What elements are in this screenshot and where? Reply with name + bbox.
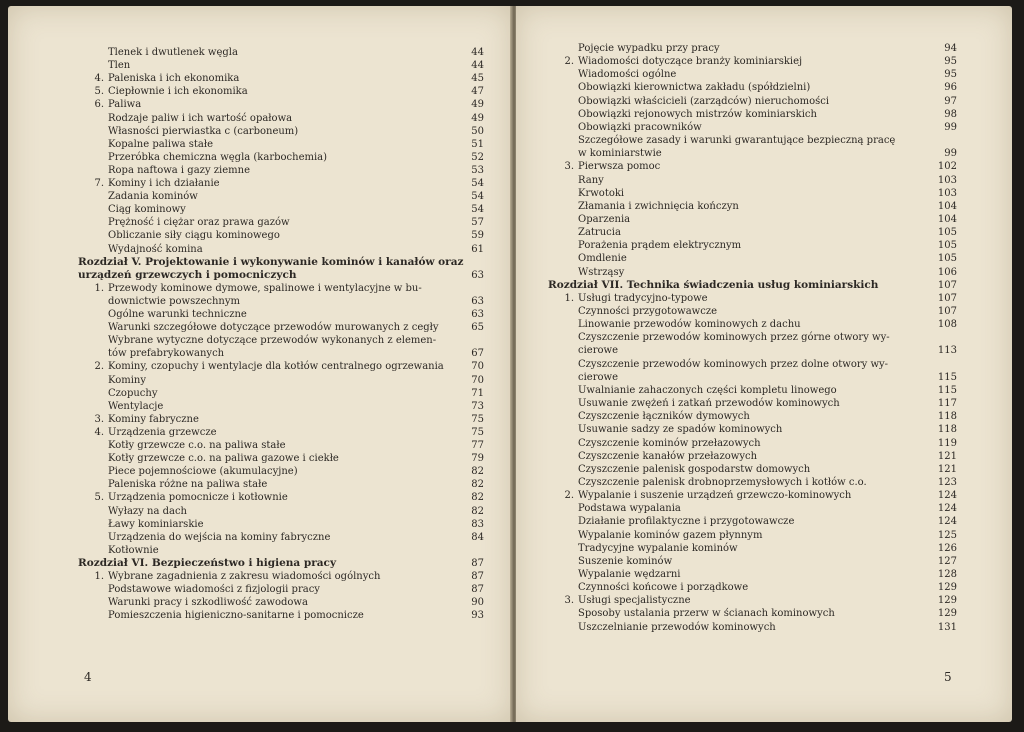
toc-entry-title: Kotły grzewcze c.o. na paliwa gazowe i ciekłe: [108, 453, 339, 465]
toc-page-number: 129: [937, 582, 957, 594]
toc-entry: [108, 308, 247, 321]
toc-entry-title: Ropa naftowa i gazy ziemne: [108, 164, 250, 176]
toc-page-number: 54: [471, 204, 484, 216]
toc-page-number: 93: [471, 610, 484, 622]
toc-page-number: 107: [937, 279, 957, 291]
toc-chapter-heading: [78, 557, 336, 570]
toc-entry-title: Zadania kominów: [108, 191, 198, 203]
toc-entry: [88, 72, 239, 85]
toc-entry: [108, 138, 213, 151]
toc-entry-number: 4.: [94, 426, 104, 438]
toc-entry-title: Wydajność komina: [108, 243, 203, 255]
toc-page-number: 97: [944, 95, 957, 107]
toc-entry-number: 3.: [564, 161, 574, 173]
toc-entry: [578, 174, 604, 187]
toc-entry: [578, 410, 750, 423]
toc-entry-number: 2.: [564, 490, 574, 502]
toc-page-number: 90: [471, 597, 484, 609]
toc-entry-title: Rozdział V. Projektowanie i wykonywanie kominów i kanałów oraz: [78, 255, 464, 268]
toc-page-number: 87: [471, 571, 484, 582]
toc-entry: [578, 42, 720, 55]
toc-page-number: 52: [471, 151, 484, 163]
toc-entry: [578, 621, 776, 634]
toc-entry-title: Czyszczenie palenisk drobnoprzemysłowych i kotłów c.o.: [578, 476, 867, 488]
toc-page-number: 121: [937, 463, 957, 475]
toc-page-number: 115: [937, 371, 957, 383]
toc-entry-title: Zatrucia: [578, 227, 621, 239]
toc-entry-title: tów prefabrykowanych: [108, 348, 225, 360]
toc-entry: [108, 125, 298, 138]
toc-entry-title: Usuwanie zwężeń i zatkań przewodów kominowych: [578, 398, 840, 410]
toc-entry: [578, 331, 890, 344]
toc-entry: [108, 347, 224, 360]
toc-entry-title: Krwotoki: [578, 187, 625, 199]
toc-entry-title: Czopuchy: [108, 387, 158, 399]
toc-entry: [108, 518, 204, 531]
toc-entry-title: Rany: [578, 174, 604, 186]
toc-entry: [578, 450, 757, 463]
toc-entry-title: Kominy i ich działanie: [108, 178, 220, 189]
toc-entry: [578, 397, 840, 410]
toc-entry-title: Paleniska i ich ekonomika: [108, 73, 240, 85]
toc-page-number: 113: [937, 345, 957, 357]
toc-page-number: 57: [471, 217, 484, 229]
left-toc: [8, 6, 512, 722]
toc-entry: [558, 55, 802, 68]
toc-entry: [108, 531, 330, 544]
toc-page-number: 104: [937, 200, 957, 212]
toc-chapter-heading: [548, 279, 878, 292]
toc-page-number: 105: [937, 240, 957, 252]
toc-page-number: 87: [471, 557, 484, 569]
toc-entry: [108, 439, 286, 452]
toc-entry: [88, 85, 248, 98]
toc-entry: [578, 81, 810, 94]
toc-entry-title: Kominy: [108, 374, 146, 386]
toc-entry-title: Porażenia prądem elektrycznym: [578, 240, 742, 252]
toc-page-number: 124: [937, 516, 957, 528]
toc-entry-title: Tlenek i dwutlenek węgla: [108, 47, 238, 58]
toc-entry-title: Ciepłownie i ich ekonomika: [108, 86, 248, 98]
toc-page-number: 50: [471, 125, 484, 137]
toc-entry-title: downictwie powszechnym: [108, 295, 241, 307]
toc-entry-title: Usuwanie sadzy ze spadów kominowych: [578, 424, 783, 436]
toc-entry: [88, 177, 220, 190]
toc-page-number: 94: [944, 43, 957, 54]
toc-entry-title: Ogólne warunki techniczne: [108, 309, 247, 320]
toc-page-number: 63: [471, 269, 484, 281]
toc-page-number: 104: [937, 213, 957, 225]
toc-page-number: 123: [937, 476, 957, 488]
toc-entry-number: 2.: [564, 56, 574, 68]
toc-entry-title: Wentylacje: [108, 400, 164, 412]
toc-page-number: 117: [937, 398, 957, 410]
right-toc: [516, 6, 1012, 722]
toc-entry-title: Przeróbka chemiczna węgla (karbochemia): [108, 151, 328, 163]
toc-entry-title: Kotły grzewcze c.o. na paliwa stałe: [108, 440, 286, 451]
toc-entry: [108, 46, 238, 59]
toc-entry-title: Czyszczenie przewodów kominowych przez górne otwory wy-: [578, 332, 890, 344]
toc-page-number: 124: [937, 490, 957, 502]
toc-entry: [578, 226, 621, 239]
toc-entry-title: Kominy, czopuchy i wentylacje dla kotłów centralnego ogrzewania: [108, 361, 444, 373]
toc-entry: [108, 609, 364, 622]
toc-entry: [108, 334, 436, 347]
toc-page-number: 54: [471, 178, 484, 189]
toc-entry-title: Sposoby ustalania przerw w ścianach kominowych: [578, 608, 835, 620]
toc-entry: [558, 594, 691, 607]
toc-entry-title: Paleniska różne na paliwa stałe: [108, 479, 268, 491]
toc-page-number: 45: [471, 73, 484, 85]
toc-entry-title: Wybrane zagadnienia z zakresu wiadomości ogólnych: [108, 571, 381, 582]
toc-entry: [578, 542, 738, 555]
toc-page-number: 127: [937, 555, 957, 567]
toc-entry: [558, 292, 708, 305]
toc-entry-title: Podstawa wypalania: [578, 503, 681, 515]
toc-entry: [108, 295, 240, 308]
toc-entry-title: Czyszczenie łączników dymowych: [578, 411, 750, 423]
toc-entry: [108, 400, 163, 413]
toc-entry: [578, 147, 662, 160]
toc-entry-title: Wybrane wytyczne dotyczące przewodów wykonanych z elemen-: [108, 335, 437, 347]
toc-entry: [108, 203, 186, 216]
toc-page-number: 106: [937, 266, 957, 278]
toc-page-number: 129: [937, 608, 957, 620]
toc-entry-title: Czynności końcowe i porządkowe: [578, 582, 749, 594]
toc-entry-title: Wypalanie kominów gazem płynnym: [578, 529, 763, 541]
toc-entry: [88, 360, 444, 373]
right-folio: 5: [944, 670, 952, 684]
toc-page-number: 44: [471, 47, 484, 58]
toc-page-number: 67: [471, 348, 484, 360]
toc-page-number: 65: [471, 322, 484, 334]
toc-page-number: 103: [937, 187, 957, 199]
toc-page-number: 124: [937, 503, 957, 515]
toc-page-number: 129: [937, 595, 957, 607]
toc-page-number: 115: [937, 384, 957, 396]
toc-page-number: 75: [471, 413, 484, 425]
toc-entry-title: Wyłazy na dach: [108, 505, 187, 517]
toc-entry: [108, 387, 157, 400]
toc-page-number: 131: [937, 621, 957, 633]
toc-entry-title: Tradycyjne wypalanie kominów: [578, 542, 738, 554]
toc-entry-title: Obowiązki kierownictwa zakładu (spółdzielni): [578, 82, 811, 94]
toc-entry: [108, 151, 327, 164]
toc-page-number: 107: [937, 306, 957, 317]
toc-page-number: 73: [471, 400, 484, 412]
toc-entry-title: Urządzenia grzewcze: [108, 426, 217, 438]
toc-entry-title: Obowiązki rejonowych mistrzów kominiarskich: [578, 108, 817, 120]
toc-entry: [108, 190, 198, 203]
toc-entry: [578, 239, 741, 252]
toc-entry: [88, 491, 288, 504]
toc-entry: [578, 318, 801, 331]
toc-page-number: 77: [471, 440, 484, 451]
toc-entry-title: Obowiązki właścicieli (zarządców) nieruchomości: [578, 95, 830, 107]
toc-page-number: 96: [944, 82, 957, 94]
toc-page-number: 98: [944, 108, 957, 120]
toc-entry: [578, 252, 627, 265]
toc-entry-title: Obowiązki pracowników: [578, 121, 702, 133]
left-folio: 4: [84, 670, 92, 684]
toc-entry: [578, 581, 748, 594]
toc-entry: [108, 59, 130, 72]
toc-entry: [578, 121, 702, 134]
toc-entry-title: cierowe: [578, 345, 618, 357]
toc-entry-title: cierowe: [578, 371, 618, 383]
toc-entry-title: Szczegółowe zasady i warunki gwarantujące bezpieczną pracę: [578, 135, 896, 147]
toc-page-number: 47: [471, 86, 484, 98]
toc-page-number: 70: [471, 361, 484, 373]
toc-entry-title: Wypalanie i suszenie urządzeń grzewczo-kominowych: [578, 490, 852, 502]
toc-entry-title: Suszenie kominów: [578, 555, 673, 567]
toc-entry-title: Kotłownie: [108, 544, 159, 556]
toc-entry-title: Urządzenia do wejścia na kominy fabryczne: [108, 531, 331, 543]
toc-entry: [578, 568, 681, 581]
toc-entry-title: Wiadomości dotyczące branży kominiarskiej: [578, 56, 803, 68]
toc-page-number: 118: [937, 411, 957, 423]
toc-entry-title: Ciąg kominowy: [108, 204, 186, 216]
toc-page-number: 95: [944, 56, 957, 68]
toc-page-number: 70: [471, 374, 484, 386]
toc-entry-title: Ławy kominiarskie: [108, 518, 204, 530]
toc-entry: [578, 68, 676, 81]
toc-entry: [578, 384, 837, 397]
toc-entry-title: Usługi tradycyjno-typowe: [578, 292, 708, 304]
toc-entry: [578, 463, 810, 476]
toc-entry-title: Rozdział VI. Bezpieczeństwo i higiena pracy: [78, 556, 337, 569]
toc-entry-title: Prężność i ciężar oraz prawa gazów: [108, 217, 290, 229]
toc-entry: [88, 426, 217, 439]
toc-page-number: 103: [937, 174, 957, 186]
toc-entry: [578, 437, 761, 450]
toc-page-number: 54: [471, 191, 484, 203]
toc-entry-number: 2.: [94, 361, 104, 373]
toc-entry-title: Tlen: [108, 60, 131, 72]
toc-entry: [578, 607, 835, 620]
toc-page-number: 99: [944, 121, 957, 133]
toc-entry-number: 1.: [94, 282, 104, 294]
toc-page-number: 63: [471, 295, 484, 307]
toc-entry-title: Linowanie przewodów kominowych z dachu: [578, 319, 801, 331]
toc-entry: [578, 476, 867, 489]
toc-entry-title: Działanie profilaktyczne i przygotowawcze: [578, 516, 795, 528]
toc-entry: [108, 216, 290, 229]
toc-entry-number: 5.: [94, 86, 104, 98]
toc-entry-number: 5.: [94, 492, 104, 504]
toc-page-number: 107: [937, 292, 957, 304]
toc-entry: [108, 374, 146, 387]
toc-page-number: 79: [471, 453, 484, 465]
toc-page-number: 61: [471, 243, 484, 255]
toc-entry: [108, 544, 159, 557]
toc-entry-title: Pomieszczenia higieniczno-sanitarne i pomocnicze: [108, 610, 364, 622]
toc-page-number: 118: [937, 424, 957, 436]
toc-entry-title: Czyszczenie kanałów przełazowych: [578, 450, 758, 462]
toc-entry-number: 4.: [94, 73, 104, 85]
toc-entry: [88, 570, 380, 583]
toc-entry-number: 7.: [94, 178, 104, 189]
toc-entry: [578, 187, 624, 200]
toc-entry-title: Złamania i zwichnięcia kończyn: [578, 200, 739, 212]
toc-page-number: 44: [471, 60, 484, 72]
toc-page-number: 102: [937, 161, 957, 173]
toc-entry: [108, 229, 280, 242]
toc-entry: [578, 134, 895, 147]
toc-page-number: 49: [471, 112, 484, 124]
toc-entry: [108, 112, 292, 125]
toc-entry: [578, 200, 739, 213]
toc-entry: [578, 555, 672, 568]
toc-entry-number: 6.: [94, 99, 104, 111]
toc-entry: [108, 243, 203, 256]
toc-entry-title: Obliczanie siły ciągu kominowego: [108, 230, 280, 242]
toc-page-number: 75: [471, 426, 484, 438]
toc-entry: [108, 478, 267, 491]
toc-entry: [578, 344, 618, 357]
toc-entry: [578, 213, 630, 226]
toc-page-number: 53: [471, 164, 484, 176]
toc-entry-number: 1.: [94, 571, 104, 582]
toc-page-number: 119: [937, 437, 957, 449]
toc-page-number: 82: [471, 492, 484, 504]
toc-entry: [578, 423, 782, 436]
toc-entry-title: Urządzenia pomocnicze i kotłownie: [108, 492, 288, 504]
toc-entry-title: Omdlenie: [578, 253, 627, 265]
toc-entry: [108, 452, 339, 465]
toc-entry-title: Czyszczenie kominów przełazowych: [578, 437, 761, 449]
toc-entry: [88, 98, 141, 111]
toc-entry: [88, 413, 199, 426]
toc-page-number: 83: [471, 518, 484, 530]
toc-entry-title: Piece pojemnościowe (akumulacyjne): [108, 466, 298, 478]
toc-page-number: 49: [471, 99, 484, 111]
toc-entry: [578, 305, 717, 318]
toc-entry-title: Warunki szczegółowe dotyczące przewodów murowanych z cegły: [108, 322, 439, 334]
toc-entry-title: Rozdział VII. Technika świadczenia usług kominiarskich: [548, 278, 879, 291]
toc-entry: [578, 371, 618, 384]
toc-entry-title: Własności pierwiastka c (carboneum): [108, 125, 299, 137]
right-page: [516, 6, 1012, 722]
toc-page-number: 84: [471, 531, 484, 543]
toc-entry-title: w kominiarstwie: [578, 148, 662, 160]
toc-entry-title: Uszczelnianie przewodów kominowych: [578, 621, 776, 633]
toc-page-number: 71: [471, 387, 484, 399]
toc-entry: [108, 596, 308, 609]
toc-entry-title: urządzeń grzewczych i pomocniczych: [78, 268, 297, 281]
toc-entry-title: Wstrząsy: [578, 266, 625, 278]
toc-page-number: 99: [944, 148, 957, 160]
toc-entry-number: 3.: [94, 413, 104, 425]
toc-entry: [108, 321, 439, 334]
toc-entry-title: Oparzenia: [578, 213, 631, 225]
toc-page-number: 59: [471, 230, 484, 242]
toc-entry-number: 1.: [564, 292, 574, 304]
left-page: [8, 6, 512, 722]
toc-entry-title: Pojęcie wypadku przy pracy: [578, 43, 720, 54]
toc-entry-title: Uwalnianie zahaczonych części kompletu linowego: [578, 384, 837, 396]
toc-page-number: 128: [937, 569, 957, 580]
toc-entry-title: Kominy fabryczne: [108, 413, 199, 425]
toc-entry-title: Przewody kominowe dymowe, spalinowe i wentylacyjne w bu-: [108, 282, 422, 294]
toc-page-number: 105: [937, 253, 957, 265]
toc-page-number: 82: [471, 479, 484, 491]
toc-entry: [578, 358, 888, 371]
toc-entry: [578, 108, 817, 121]
toc-entry-title: Warunki pracy i szkodliwość zawodowa: [108, 597, 308, 609]
toc-chapter-heading: [78, 269, 297, 282]
toc-entry: [578, 515, 794, 528]
toc-entry-title: Czyszczenie przewodów kominowych przez dolne otwory wy-: [578, 358, 889, 370]
toc-page-number: 87: [471, 584, 484, 596]
toc-page-number: 82: [471, 505, 484, 517]
toc-page-number: 108: [937, 319, 957, 331]
toc-entry: [578, 529, 762, 542]
toc-entry-title: Wiadomości ogólne: [578, 69, 677, 81]
toc-entry: [578, 266, 624, 279]
toc-entry-title: Rodzaje paliw i ich wartość opałowa: [108, 112, 293, 124]
toc-entry-title: Paliwa: [108, 99, 142, 111]
toc-page-number: 126: [937, 542, 957, 554]
toc-entry: [108, 583, 320, 596]
toc-page-number: 63: [471, 309, 484, 320]
toc-entry-title: Wypalanie wędzarni: [578, 569, 681, 580]
toc-entry-title: Czyszczenie palenisk gospodarstw domowych: [578, 463, 811, 475]
toc-page-number: 51: [471, 138, 484, 150]
toc-page-number: 95: [944, 69, 957, 81]
toc-entry: [108, 465, 298, 478]
toc-entry-number: 3.: [564, 595, 574, 607]
toc-entry-title: Usługi specjalistyczne: [578, 595, 691, 607]
toc-page-number: 82: [471, 466, 484, 478]
toc-page-number: 105: [937, 227, 957, 239]
toc-entry: [578, 95, 829, 108]
toc-entry-title: Kopalne paliwa stałe: [108, 138, 214, 150]
toc-entry: [108, 505, 187, 518]
toc-page-number: 121: [937, 450, 957, 462]
toc-entry: [88, 282, 422, 295]
toc-entry: [108, 164, 250, 177]
toc-entry: [558, 489, 851, 502]
toc-page-number: 125: [937, 529, 957, 541]
toc-entry-title: Pierwsza pomoc: [578, 161, 661, 173]
toc-entry-title: Czynności przygotowawcze: [578, 306, 718, 317]
toc-entry: [578, 502, 681, 515]
toc-entry: [558, 160, 660, 173]
toc-entry-title: Podstawowe wiadomości z fizjologii pracy: [108, 584, 320, 596]
toc-chapter-heading: [78, 256, 463, 269]
